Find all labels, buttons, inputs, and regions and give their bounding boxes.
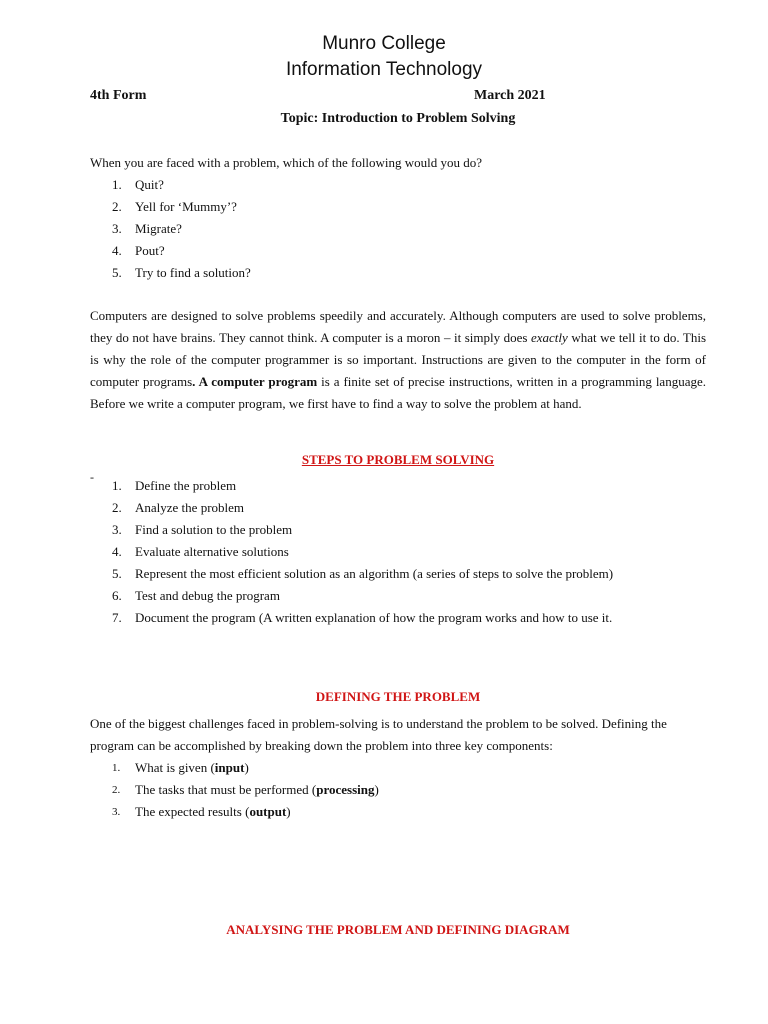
intro-options-list [90,174,706,284]
list-item: 2. The tasks that must be performed (processing) [112,782,379,797]
defining-section [90,713,706,823]
list-item: 3. Migrate? [112,221,182,236]
list-item: 2. Analyze the problem [112,500,245,515]
list-item: 5. Try to find a solution? [112,265,251,280]
list-item: 1. Quit? [112,177,164,192]
list-item: 7. Document the program (A written explanation of how the program works and how to use it. [112,610,613,625]
list-item: 5. Represent the most efficient solution as an algorithm (a series of steps to solve the problem) [112,566,614,581]
computers-paragraph: Computers are designed to solve problems speedily and accurately. Although computers are used to solve problems, they do not have brains. They cannot think. A computer is a moron – it simply does exactly what we tell it to do. This is why the role of the computer programmer is so important. Instructions are given to the computer in the form of computer programs. A computer program is a finite set of precise instructions, written in a programming language. Before we write a computer program, we first have to find a way to solve the problem at hand. [90,308,706,411]
date-label: March 2021 [474,88,546,103]
defining-heading: DEFINING THE PROBLEM [315,689,481,704]
steps-section [90,475,706,629]
list-item: 1. What is given (input) [112,760,249,775]
components-list [90,757,706,823]
list-item: 4. Evaluate alternative solutions [112,544,289,559]
list-item: 6. Test and debug the program [112,588,280,603]
bold-term: A computer program [195,374,318,389]
intro-section [90,152,706,284]
analysing-heading: ANALYSING THE PROBLEM AND DEFINING DIAGRAM [226,922,570,937]
steps-heading: STEPS TO PROBLEM SOLVING [301,452,495,467]
defining-paragraph: One of the biggest challenges faced in problem-solving is to understand the problem to be solved. Defining the program can be accomplished by breaking down the problem into three key components: [90,716,667,753]
emphasis-exactly: exactly [531,330,568,345]
form-label: 4th Form [90,88,147,103]
list-item: 4. Pout? [112,243,165,258]
stray-dash: - [90,470,94,484]
list-item: 2. Yell for ‘Mummy’? [112,199,237,214]
subject-title: Information Technology [285,59,483,80]
topic-heading: Topic: Introduction to Problem Solving [280,111,516,126]
list-item: 3. Find a solution to the problem [112,522,293,537]
list-item: 3. The expected results (output) [112,804,291,819]
school-name: Munro College [322,33,446,54]
steps-list [90,475,706,629]
list-item: 1. Define the problem [112,478,237,493]
intro-question: When you are faced with a problem, which of the following would you do? [90,155,483,170]
